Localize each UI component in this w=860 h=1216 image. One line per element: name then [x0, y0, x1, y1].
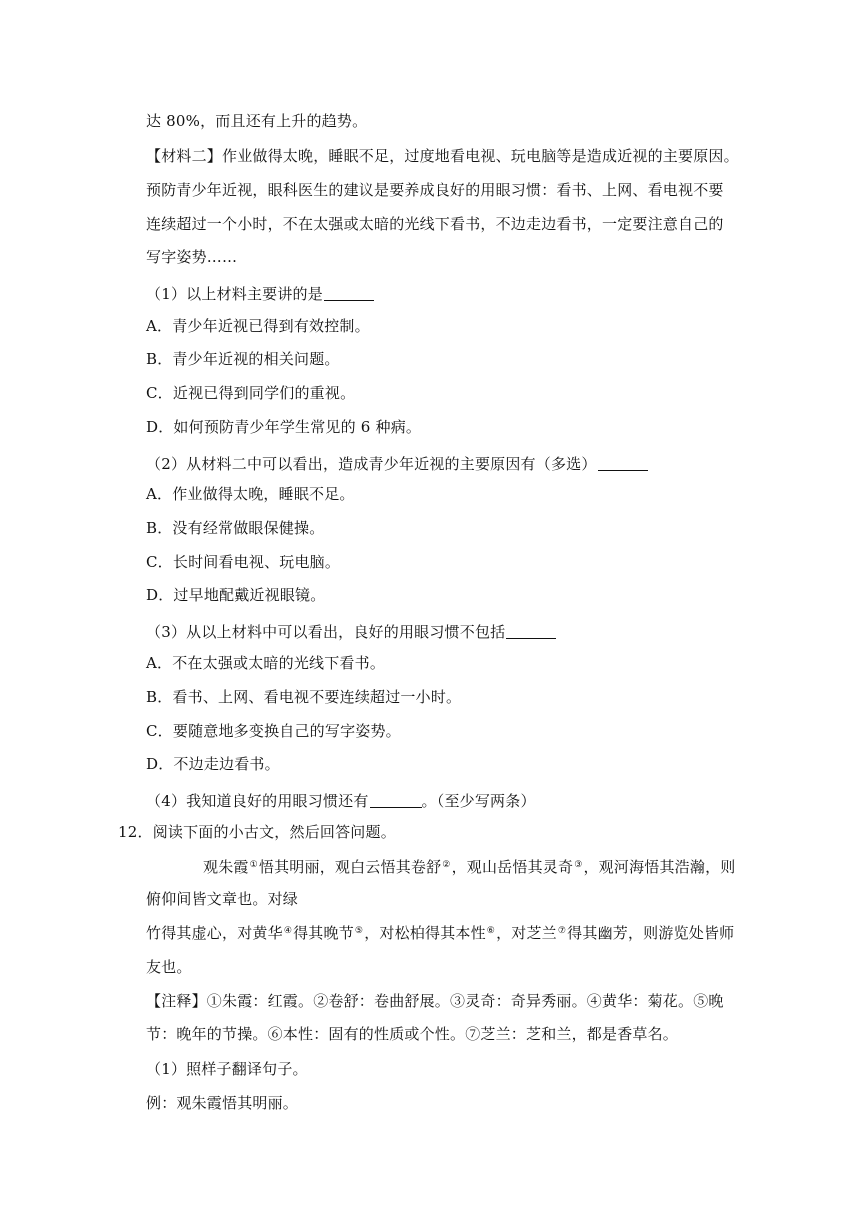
problem-number: 12． — [118, 823, 153, 841]
answer-blank[interactable] — [506, 620, 556, 639]
question-option: B．青少年近视的相关问题。 — [146, 350, 340, 368]
answer-blank[interactable] — [324, 282, 374, 301]
example-line: 例：观朱霞悟其明丽。 — [146, 1094, 299, 1112]
classical-passage-line: 竹得其虚心，对黄华④得其晚节⑤，对松柏得其本性⑥，对芝兰⑦得其幽芳，则游览处皆师 — [146, 924, 735, 942]
footnote-marker: ⑥ — [486, 926, 496, 936]
question-option: D．不边走边看书。 — [146, 755, 280, 773]
footnote-marker: ⑦ — [557, 926, 567, 936]
material-one-ending: 达 80%，而且还有上升的趋势。 — [146, 112, 368, 130]
question-prompt-text: （1）以上材料主要讲的是 — [146, 285, 323, 303]
footnote-marker: ③ — [574, 860, 583, 870]
classical-passage-line: 俯仰间皆文章也。对绿 — [146, 890, 299, 908]
question-2-prompt — [146, 450, 648, 474]
material-two-line: 预防青少年近视，眼科医生的建议是要养成良好的用眼习惯：看书、上网、看电视不要 — [146, 181, 724, 199]
question-option: D．过早地配戴近视眼镜。 — [146, 586, 326, 604]
problem-12-heading — [118, 820, 396, 844]
question-option: B．没有经常做眼保健操。 — [146, 519, 325, 537]
annotation-line: 【注释】①朱霞：红霞。②卷舒：卷曲舒展。③灵奇：奇异秀丽。④黄华：菊花。⑤晚 — [146, 992, 724, 1010]
footnote-marker: ④ — [283, 926, 293, 936]
question-prompt-text: （2）从材料二中可以看出，造成青少年近视的主要原因有（多选） — [146, 455, 597, 473]
problem-instruction: 阅读下面的小古文，然后回答问题。 — [152, 823, 396, 841]
material-two-line: 写字姿势…… — [146, 248, 238, 266]
classical-passage-line: 友也。 — [146, 958, 192, 976]
question-option: C．要随意地多变换自己的写字姿势。 — [146, 722, 401, 740]
footnote-marker: ⑤ — [354, 926, 364, 936]
question-option: C．长时间看电视、玩电脑。 — [146, 553, 341, 571]
question-4-prompt — [146, 787, 536, 811]
question-option: C．近视已得到同学们的重视。 — [146, 384, 356, 402]
question-prompt-text: （4）我知道良好的用眼习惯还有 — [146, 792, 369, 810]
annotation-line: 节：晚年的节操。⑥本性：固有的性质或个性。⑦芝兰：芝和兰，都是香草名。 — [146, 1025, 679, 1043]
question-option: A．不在太强或太暗的光线下看书。 — [146, 654, 386, 672]
question-option: B．看书、上网、看电视不要连续超过一小时。 — [146, 688, 462, 706]
classical-passage-line: 观朱霞①悟其明丽，观白云悟其卷舒②，观山岳悟其灵奇③，观河海悟其浩瀚，则 — [203, 858, 736, 876]
question-3-prompt — [146, 618, 556, 642]
footnote-marker: ① — [249, 860, 258, 870]
question-option: A．作业做得太晚，睡眠不足。 — [146, 485, 355, 503]
question-option: D．如何预防青少年学生常见的 6 种病。 — [146, 418, 422, 436]
question-option: A．青少年近视已得到有效控制。 — [146, 317, 370, 335]
footnote-marker: ② — [442, 860, 451, 870]
answer-blank[interactable] — [598, 452, 648, 471]
material-two-line: 【材料二】作业做得太晚，睡眠不足，过度地看电视、玩电脑等是造成近视的主要原因。 — [146, 147, 739, 165]
answer-blank[interactable] — [370, 789, 422, 808]
question-1-prompt — [146, 280, 374, 304]
question-note-text: 。（至少写两条） — [421, 792, 536, 810]
material-two-line: 连续超过一个小时，不在太强或太暗的光线下看书，不边走边看书，一定要注意自己的 — [146, 215, 724, 233]
subquestion-prompt: （1）照样子翻译句子。 — [146, 1060, 308, 1078]
question-prompt-text: （3）从以上材料中可以看出，良好的用眼习惯不包括 — [146, 623, 506, 641]
